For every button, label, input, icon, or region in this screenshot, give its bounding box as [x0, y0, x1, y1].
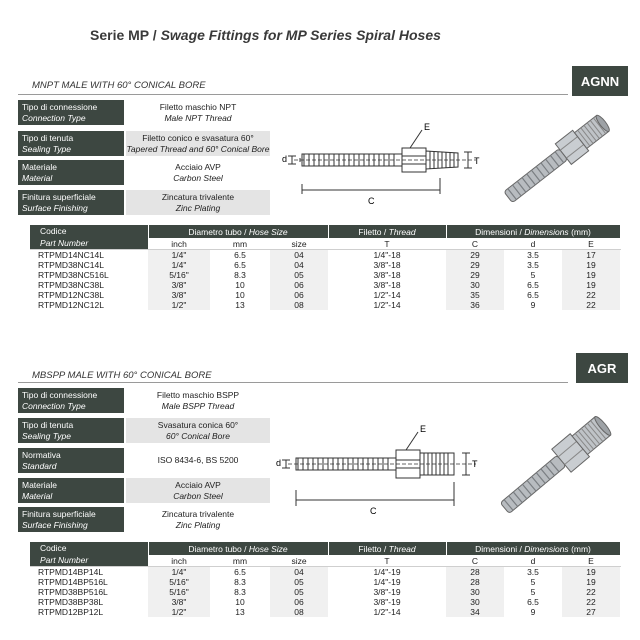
page-title-sub: Swage Fittings for MP Series Spiral Hoses [160, 27, 441, 43]
subheader-cell: inch [148, 238, 210, 250]
table-cell: 27 [562, 607, 620, 617]
parts-table-body [30, 567, 620, 618]
table-cell: 3.5 [527, 250, 539, 260]
column-header-dimensions: Dimensioni / Dimensions (mm) [446, 225, 620, 238]
table-cell: 5 [530, 587, 536, 597]
part-number-cell: RTPMD12NC12L [38, 300, 104, 310]
table-cell: 22 [562, 300, 620, 310]
spec-value: Filetto maschio NPT Male NPT Thread [126, 100, 270, 125]
fitting-illustration [485, 410, 633, 518]
table-cell: 3/8" [148, 597, 210, 607]
column-header-hose-size: Diametro tubo / Hose Size [148, 225, 328, 238]
fitting-illustration [490, 108, 630, 208]
table-cell: 1/2"-14 [373, 607, 401, 617]
section-title: MBSPP MALE WITH 60° CONICAL BORE [32, 370, 212, 381]
part-number-cell: RTPMD14BP516L [38, 577, 108, 587]
table-cell: 29 [446, 250, 504, 261]
table-header-row [30, 225, 620, 238]
table-cell: 1/4" [148, 260, 210, 270]
table-cell: 1/4"-19 [373, 567, 401, 577]
table-cell: 3/8" [148, 290, 210, 300]
part-number-cell: RTPMD38NC516L [38, 270, 109, 280]
table-cell: 5 [530, 270, 536, 280]
table-cell: 17 [562, 250, 620, 261]
table-cell: 5/16" [148, 577, 210, 587]
subheader-cell: C [446, 555, 504, 567]
table-cell: 6.5 [527, 290, 539, 300]
spec-row-finishing [18, 507, 270, 532]
table-cell: 29 [446, 260, 504, 270]
subheader-cell: C [446, 238, 504, 250]
table-cell: 06 [270, 290, 328, 300]
table-cell: 3/8"-18 [373, 280, 401, 290]
spec-row-material [18, 160, 270, 185]
column-header-part-number: Part Number [30, 555, 148, 567]
label-c: C [368, 196, 375, 206]
table-cell: 9 [530, 607, 536, 617]
table-row [30, 270, 620, 280]
table-cell: 10 [235, 290, 245, 300]
table-cell: 3/8"-19 [373, 587, 401, 597]
table-cell: 35 [446, 290, 504, 300]
part-number-cell: RTPMD12NC38L [38, 290, 104, 300]
spec-value: Svasatura conica 60° 60° Conical Bore [126, 418, 270, 443]
table-subheader-row [30, 555, 620, 567]
table-row [30, 587, 620, 597]
spec-row-finishing [18, 190, 270, 215]
table-cell: 34 [446, 607, 504, 617]
spec-row-connection [18, 388, 270, 413]
table-cell: 1/2"-14 [373, 290, 401, 300]
table-subheader-row [30, 238, 620, 250]
part-number-cell: RTPMD38NC14L [38, 260, 104, 270]
table-cell: 05 [270, 587, 328, 597]
subheader-cell: E [562, 555, 620, 567]
page-title-main: Serie MP [90, 27, 149, 43]
subheader-cell: T [328, 555, 446, 567]
table-cell: 8.3 [234, 270, 246, 280]
technical-drawing [276, 420, 486, 520]
part-number-cell: RTPMD38BP38L [38, 597, 104, 607]
table-cell: 3/8" [148, 280, 210, 290]
table-cell: 08 [270, 300, 328, 310]
table-cell: 19 [562, 280, 620, 290]
spec-label: Tipo di connessione Connection Type [18, 388, 124, 413]
table-cell: 3/8"-19 [373, 597, 401, 607]
table-cell: 05 [270, 577, 328, 587]
table-cell: 04 [270, 260, 328, 270]
spec-label: Materiale Material [18, 478, 124, 503]
table-cell: 36 [446, 300, 504, 310]
spec-value: ISO 8434-6, BS 5200 [126, 448, 270, 473]
table-cell: 19 [562, 577, 620, 587]
table-cell: 6.5 [527, 280, 539, 290]
table-cell: 04 [270, 250, 328, 261]
subheader-cell: size [270, 238, 328, 250]
table-cell: 30 [446, 597, 504, 607]
spec-label: Tipo di tenuta Sealing Type [18, 131, 124, 156]
table-cell: 3.5 [527, 567, 539, 577]
spec-row-sealing [18, 418, 270, 443]
subheader-cell: E [562, 238, 620, 250]
spec-label: Finitura superficiale Surface Finishing [18, 190, 124, 215]
table-cell: 1/2" [148, 300, 210, 310]
table-cell: 9 [530, 300, 536, 310]
table-cell: 06 [270, 280, 328, 290]
table-cell: 13 [235, 607, 245, 617]
parts-table-body [30, 250, 620, 311]
table-row [30, 290, 620, 300]
section-code-badge: AGNN [572, 66, 628, 96]
part-number-cell: RTPMD38BP516L [38, 587, 108, 597]
spec-row-material [18, 478, 270, 503]
label-d: d [276, 458, 282, 468]
table-cell: 05 [270, 270, 328, 280]
table-cell: 5 [530, 577, 536, 587]
table-cell: 08 [270, 607, 328, 617]
subheader-cell: d [504, 555, 562, 567]
table-cell: 1/2"-14 [373, 300, 401, 310]
table-row [30, 260, 620, 270]
spec-label: Normativa Standard [18, 448, 124, 473]
table-header-row [30, 542, 620, 555]
section-divider [18, 382, 568, 383]
table-cell: 3/8"-18 [373, 270, 401, 280]
table-cell: 1/4" [148, 250, 210, 261]
table-cell: 6.5 [234, 567, 246, 577]
page-title [90, 27, 441, 43]
table-cell: 8.3 [234, 587, 246, 597]
table-cell: 22 [562, 587, 620, 597]
table-cell: 19 [562, 567, 620, 578]
thread-end [420, 453, 454, 475]
table-row [30, 280, 620, 290]
table-cell: 1/4"-19 [373, 577, 401, 587]
table-row [30, 577, 620, 587]
table-cell: 30 [446, 280, 504, 290]
subheader-cell: mm [210, 555, 270, 567]
spec-value: Zincatura trivalente Zinc Plating [126, 507, 270, 532]
technical-drawing [280, 118, 485, 210]
table-cell: 3/8"-18 [373, 260, 401, 270]
part-number-cell: RTPMD14BP14L [38, 567, 104, 577]
spec-value: Acciaio AVP Carbon Steel [126, 478, 270, 503]
spec-value: Zincatura trivalente Zinc Plating [126, 190, 270, 215]
column-header-code: Codice [30, 542, 148, 555]
page-title-separator: / [152, 27, 157, 43]
subheader-cell: size [270, 555, 328, 567]
table-cell: 29 [446, 270, 504, 280]
spec-label: Materiale Material [18, 160, 124, 185]
spec-value: Acciaio AVP Carbon Steel [126, 160, 270, 185]
spec-value: Filetto conico e svasatura 60° Tapered Thread and 60° Conical Bore [126, 131, 270, 156]
table-cell: 6.5 [234, 250, 246, 260]
spec-label: Tipo di connessione Connection Type [18, 100, 124, 125]
table-cell: 3.5 [527, 260, 539, 270]
section-code-badge: AGR [576, 353, 628, 383]
table-cell: 6.5 [527, 597, 539, 607]
table-row [30, 607, 620, 617]
section-title: MNPT MALE WITH 60° CONICAL BORE [32, 80, 206, 91]
spec-label: Finitura superficiale Surface Finishing [18, 507, 124, 532]
table-row [30, 250, 620, 261]
table-cell: 5/16" [148, 270, 210, 280]
table-cell: 04 [270, 567, 328, 578]
column-header-part-number: Part Number [30, 238, 148, 250]
table-cell: 10 [235, 280, 245, 290]
table-cell: 8.3 [234, 577, 246, 587]
table-cell: 19 [562, 270, 620, 280]
column-header-dimensions: Dimensioni / Dimensions (mm) [446, 542, 620, 555]
parts-table [30, 542, 621, 617]
part-number-cell: RTPMD38NC38L [38, 280, 104, 290]
spec-value: Filetto maschio BSPP Male BSPP Thread [126, 388, 270, 413]
table-row [30, 300, 620, 310]
column-header-thread: Filetto / Thread [328, 225, 446, 238]
spec-row-standard [18, 448, 270, 473]
label-e: E [420, 424, 427, 434]
table-cell: 28 [446, 567, 504, 578]
spec-row-connection [18, 100, 270, 125]
subheader-cell: d [504, 238, 562, 250]
table-cell: 22 [562, 597, 620, 607]
spec-label: Tipo di tenuta Sealing Type [18, 418, 124, 443]
table-cell: 06 [270, 597, 328, 607]
table-cell: 30 [446, 587, 504, 597]
part-number-cell: RTPMD12BP12L [38, 607, 104, 617]
table-cell: 19 [562, 260, 620, 270]
label-e: E [424, 122, 431, 132]
column-header-code: Codice [30, 225, 148, 238]
table-row [30, 567, 620, 578]
table-row [30, 597, 620, 607]
table-cell: 28 [446, 577, 504, 587]
spec-row-sealing [18, 131, 270, 156]
table-cell: 6.5 [234, 260, 246, 270]
subheader-cell: mm [210, 238, 270, 250]
column-header-hose-size: Diametro tubo / Hose Size [148, 542, 328, 555]
subheader-cell: T [328, 238, 446, 250]
table-cell: 1/4"-18 [373, 250, 401, 260]
table-cell: 22 [562, 290, 620, 300]
table-cell: 1/4" [148, 567, 210, 578]
table-cell: 13 [235, 300, 245, 310]
label-d: d [282, 154, 288, 164]
label-t: T [472, 459, 478, 469]
label-t: T [474, 156, 480, 166]
part-number-cell: RTPMD14NC14L [38, 250, 104, 260]
section-divider [18, 94, 568, 95]
table-cell: 10 [235, 597, 245, 607]
table-cell: 5/16" [148, 587, 210, 597]
table-cell: 1/2" [148, 607, 210, 617]
label-c: C [370, 506, 377, 516]
parts-table [30, 225, 621, 310]
subheader-cell: inch [148, 555, 210, 567]
column-header-thread: Filetto / Thread [328, 542, 446, 555]
